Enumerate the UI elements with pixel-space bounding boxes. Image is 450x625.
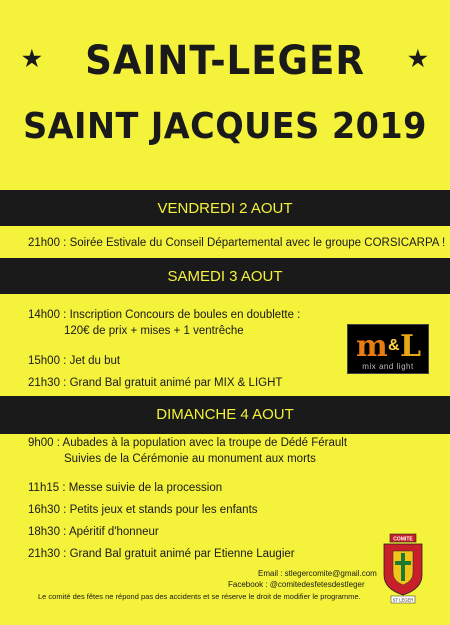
section-band-sunday [0,396,450,434]
event-line [28,482,222,494]
event-time: 21h30 : [28,548,67,560]
event-line [28,437,347,449]
event-time: 11h15 : [28,482,66,494]
section-band-saturday [0,258,450,294]
logo-mark-l: L [400,329,422,364]
event-text: Petits jeux et stands pour les enfants [69,504,258,516]
event-time: 14h00 : [28,309,67,321]
event-text: Jet du but [69,355,121,367]
title-line-2: SAINT JACQUES 2019 [23,106,427,147]
logo-mark-ampersand: & [388,337,400,354]
event-text: Aubades à la population avec la troupe de Dédé Férault [62,437,348,449]
mix-and-light-logo [347,324,429,374]
event-text: Messe suivie de la procession [68,482,223,494]
title-line-1: SAINT-LEGER [85,38,365,84]
event-line [28,548,295,560]
section-header: VENDREDI 2 AOUT [157,200,293,217]
contact-facebook: Facebook : @comitedesfetesdestleger [228,580,365,589]
event-text: Soirée Estivale du Conseil Départemental avec le groupe CORSICARPA ! [69,237,446,249]
footer-disclaimer: Le comité des fêtes ne répond pas des accidents et se réserve le droit de modifier le programme. [38,592,361,601]
event-line [28,526,159,538]
event-text: Grand Bal gratuit animé par MIX & LIGHT [69,377,283,389]
event-continuation: Suivies de la Cérémonie au monument aux morts [64,453,316,465]
event-text: Grand Bal gratuit animé par Etienne Laugier [69,548,295,560]
event-line [28,309,300,321]
star-icon-right: ★ [408,46,428,71]
event-continuation: 120€ de prix + mises + 1 ventrêche [64,325,244,337]
contact-email: Email : stlegercomite@gmail.com [258,569,377,578]
event-text: Inscription Concours de boules en doublette : [69,309,301,321]
event-time: 9h00 : [28,437,60,449]
star-icon-left: ★ [22,46,42,71]
event-time: 15h00 : [28,355,67,367]
event-line [28,355,120,367]
logo-tagline: mix and light [362,362,414,371]
section-header: SAMEDI 3 AOUT [167,268,283,285]
event-line [28,504,258,516]
event-line [28,237,445,249]
comite-crest-icon [378,533,428,605]
event-time: 21h00 : [28,237,67,249]
section-header: DIMANCHE 4 AOUT [156,406,294,423]
event-time: 21h30 : [28,377,67,389]
crest-motto: ST LEGER [392,597,414,603]
section-band-friday [0,190,450,226]
logo-mark-m: m [356,329,388,364]
event-time: 18h30 : [28,526,67,538]
event-text: Apéritif d'honneur [68,526,159,538]
event-line [28,377,282,389]
crest-banner: COMITE [393,536,413,543]
event-time: 16h30 : [28,504,67,516]
